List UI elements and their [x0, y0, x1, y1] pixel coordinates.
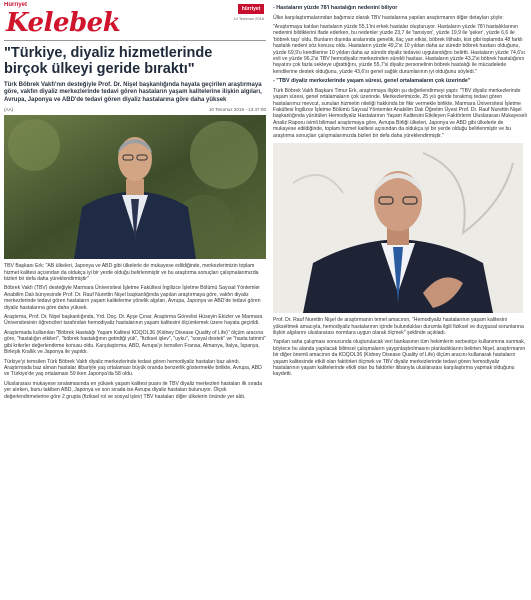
headline-line-2: birçok ülkeyi geride bıraktı": [4, 61, 195, 77]
masthead-divider: [4, 40, 266, 41]
body-paragraph: "Araştırmaya katılan hastaların yüzde 55,1'ini erkek hastalar oluşturuyor. Hastaların yüzde 78'i hastalıklarının nedenini bildiklerini ifade ederken, bu nedenler yüzde 23,7 ile 'tansiyon', yüzde 19,9 ile 'şeker', yüzde 6,6 ile 'böbrek taşı' oldu. Bunların dışında aralarında genetik, ilaç yan etkisi, böbrek iltihabı, kist gibi toplamda 48 farklı hastalık nedeni söz konusu oldu. Hastaların yüzde 49,2'si 10 yıldan daha az süredir böbrek hastası olduğunu, yüzde 69,9'u kendilerine 10 yıldan daha az süredir diyaliz tedavisi uygulandığını belirtti. Hastaların yüzde 74,6'sı evli ve yüzde 96,2'si TBV hemodiyaliz merkezinden sürekli hastası. Hastaların yüzde 43,2'si böbrek hastalığının hayatını çok fazla sekteye uğrattığını, yüzde 55,7'si diyaliz personelinin böbrek hastalığı ile mücadelede kendilerine destek olduğunu, yüzde 43,6'sı genel sağlık durumlarının iyi olduğunu söyledi.": [273, 24, 525, 75]
subheading-lifespan: - "TBV diyaliz merkezlerinde yaşam süresi, genel ortalamaların çok üzerinde": [273, 78, 471, 85]
source-label: (AA): [4, 107, 14, 113]
professor-photo-icon: [273, 143, 523, 313]
masthead: [4, 2, 266, 38]
body-paragraph: Araştırmada kullanılan "Böbrek Hastalığı Yaşam Kalitesi KDQOL36 (Kidney Disease Quality of Life)" ölçüm aracına göre, "hastalığın etkileri", "böbrek hastalığının getirdiği yük", "fiziksel işlev", "uyku", "sosyal destek" ve "hasta tatmini" gibi kriterler değerlendirme konusu oldu. Karşılaştırma, ABD, Avrupa'yı temsilen Fransa, Almanya, İtalya, İspanya, Birleşik Krallık ve Japonya ile yapıldı.: [4, 329, 266, 356]
headline: [4, 45, 266, 77]
photo-caption: TBV Başkanı Erk: "AB ülkeleri, Japonya ve ABD gibi ülkelerle de mukayese edildiğinde, merkezlerimizin toplam hizmet kalitesi açısından da oldukça iyi bir yerde olduğu belirlenmiştir ve bu araştırma sonuçları çalışmalarımızda bizleri bir defa daha yüreklendirmiştir": [4, 263, 259, 283]
body-paragraph: Uluslararası mukayese sıralamasında en yüksek yaşam kalitesi puanı ile TBV diyaliz merkezleri hastaları ilk sırada yer alırken, bunu takiben ABD, Japonya ve son sırada ise Avrupa diyaliz hastaları bulunuyor. Ölçek değerlendirmelerine göre 2 grupta (fiziksel rol ve sosyal işlev) TBV hastaları diğer ülkelerin önünde yer aldı.: [4, 380, 263, 400]
subheading-cause: - Hastaların yüzde 78'i hastalığın nedenini biliyor: [273, 5, 398, 11]
lead-paragraph: Türk Böbrek Vakfı'nın desteğiyle Prof. Dr. Nişel başkanlığında hayata geçirilen araştırmaya göre, vakfın diyaliz merkezlerinde tedavi gören hastaların yaşam kalitelerine ilişkin algıları, Avrupa, Japonya ve ABD'de tedavi gören diyaliz hastalarına göre daha yüksek: [4, 82, 262, 103]
brand-date: 10 Temmuz 2016: [233, 16, 264, 21]
body-paragraph: Ülke karşılaştırmalarından bağımsız olarak TBV hastalarına yapılan araştırmanın diğer detayları şöyle:: [273, 14, 504, 21]
brand-small: Hürriyet: [4, 2, 28, 8]
headline-line-1: "Türkiye, diyaliz hizmetlerinde: [4, 45, 213, 61]
article-photo-man-portrait: [4, 115, 266, 259]
article-meta: [4, 107, 266, 112]
body-paragraph: Araştırma, Prof. Dr. Nişel başkanlığında, Yrd. Doç. Dr. Ayşe Çınar, Araştırma Görevlisi Hüseyin Ekizler ve Marmara Üniversitesinin öğrencileri tarafından hemodiyaliz hastalarının yaşam kalitesini ölçümlemek üzere hayata geçirildi.: [4, 314, 263, 327]
body-paragraph: Böbrek Vakfı (TBV) desteğiyle Marmara Üniversitesi İşletme Fakültesi İngilizce İşletme Bölümü Sayısal Yöntemler Anabilim Dalı bünyesinde Prof. Dr. Rauf Nurettin Nişel başkanlığında yapılan araştırmaya göre, vakfın diyaliz merkezlerinde tedavi gören hastaların yaşam kalitelerine yönelik algıları, Avrupa, Japonya ve ABD'de tedavi gören diyaliz hastalarına göre daha yüksek.: [4, 285, 261, 311]
body-paragraph: Türk Böbrek Vakfı Başkanı Timur Erk, araştırmaya ilişkin şu değerlendirmeyi yaptı: "TBV diyaliz merkezlerinde yaşam süresi, genel ortalamaların çok üzerinde. Merkezlerimizde, 25 yılı geride bırakmış tedavi gören hastalarımız mevcut, sunulan hizmetin niteliği hakkında bir fikir vermekle birlikte, Marmara Üniversitesi İşletme Fakültesi İngilizce İşletme Bölümü Sayısal Yöntemler Anabilim Dalı Öğretim Üyesi Prof. Dr. Rauf Nurettin Nişel başkanlığında yürütülen Hemodiyaliz Hastalarının Yaşam Kalitesini Etkileyen Faktörlerin Uluslararası Mukayeseli Analiz Raporu isimli bilimsel araştırmaya göre, Avrupa Birliği ülkeleri, Japonya ve ABD gibi ülkelerle de mukayese edildiğinde, toplam hizmet kalitesi açısından da oldukça iyi bir yerde olduğu belirlenmiştir ve bu araştırma sonuçları çalışmalarımızda bizleri bir defa daha yüreklendirmiştir.": [273, 87, 527, 139]
left-column: [4, 2, 266, 598]
timestamp: 10 Temmuz 2016 - 13:47:00: [208, 107, 266, 113]
body-paragraph: Yapılan saha çalışması sonucunda oluşturulacak veri bankasının tüm hekimlerin serbestçe kullanımına sunmak, böylece bu alanda yapılacak bilimsel çalışmaların yaygınlaştırılmasını planladıklarını belirten Nişel, araştırmanın bir diğer önemli amacının da KDQOL36 (Kidney Disease Quality of Life) ölçüm aracını kullanarak hastaların yaşam kalitesinde etkili olan faktörleri ölçmek ve TBV diyaliz merkezlerinde tedavi gören hemodiyaliz hastalarının yaşam kalitelerinde etkili olan bu faktörler itibarıyla uluslararası karşılaştırma yapmak olduğunu kaydetti.: [273, 339, 526, 378]
brand-logo: Kelebek: [6, 8, 121, 38]
portrait-photo-icon: [4, 115, 266, 259]
right-column: [273, 2, 527, 598]
article-photo-professor: [273, 143, 523, 313]
body-paragraph: Türkiye'yi temsilen Türk Böbrek Vakfı diyaliz merkezlerinde tedavi gören hemodiyaliz hastaları baz alındı. Araştırmada baz alınan hastalar itibariyle yaş ortalaması büyük oranda benzerlik göstermekle birlikte, Avrupa, ABD ve Türkiye'de yaş ortalaması 59 iken Japonya'da 58 oldu.: [4, 358, 262, 378]
brand-badge: hürriyet: [238, 4, 264, 14]
body-paragraph: Prof. Dr. Rauf Nurettin Nişel de araştırmanın temel amacının, "Hemodiyaliz hastalarının yaşam kalitesini yükseltmek amacıyla, hemodiyaliz hastalarının içinde bulundukları durumla ilgili fiziksel ve duygusal sorunlarına ilişkin algılarını uluslararası normlara uygun olarak ölçmek" şeklinde açıkladı.: [273, 317, 524, 336]
